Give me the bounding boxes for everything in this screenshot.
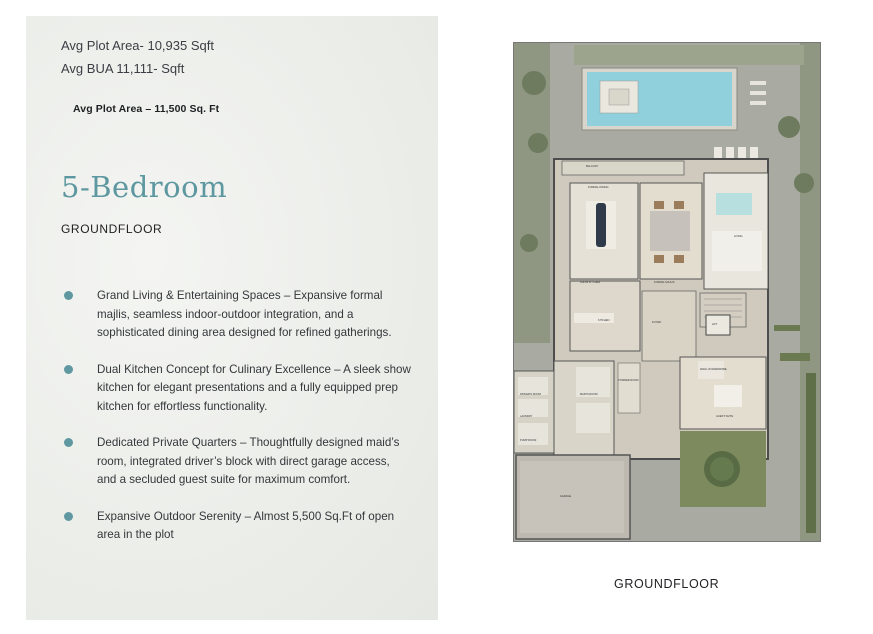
feature-text: Grand Living & Entertaining Spaces – Expansive formal majlis, seamless indoor-outdoor integration, and a sophisticated dining area designed for refined gatherings. bbox=[97, 289, 392, 339]
living-label: LIVING bbox=[734, 235, 743, 238]
pump-room-label: PUMP ROOM bbox=[520, 439, 537, 442]
powder-room-label: POWDER ROOM bbox=[618, 379, 639, 382]
foyer-label: FOYER bbox=[652, 321, 661, 324]
feature-item bbox=[61, 361, 411, 417]
lift-label: LIFT bbox=[712, 323, 718, 326]
maids-room-label: MAID'S ROOM bbox=[580, 393, 598, 396]
formal-dining-label: FORMAL DINING bbox=[588, 186, 609, 189]
avg-plot-area-alt: Avg Plot Area – 11,500 Sq. Ft bbox=[73, 103, 220, 115]
feature-text: Dedicated Private Quarters – Thoughtfully designed maid’s room, integrated driver’s block with direct garage access, and a secluded guest suite for maximum comfort. bbox=[97, 436, 400, 486]
page-title: 5-Bedroom bbox=[61, 170, 228, 204]
feature-list bbox=[61, 287, 411, 563]
kitchen-label: KITCHEN bbox=[598, 319, 610, 322]
guest-suite-label: GUEST SUITE bbox=[716, 415, 734, 418]
plan-caption: GROUNDFLOOR bbox=[614, 577, 720, 591]
avg-bua: Avg BUA 11,111- Sqft bbox=[61, 61, 185, 76]
feature-item bbox=[61, 287, 411, 343]
bullet-dot-icon bbox=[64, 365, 73, 374]
feature-text: Expansive Outdoor Serenity – Almost 5,500 Sq.Ft of open area in the plot bbox=[97, 509, 395, 541]
laundry-label: LAUNDRY bbox=[520, 415, 533, 418]
bullet-dot-icon bbox=[64, 291, 73, 300]
bullet-dot-icon bbox=[64, 438, 73, 447]
formal-majlis-label: FORMAL MAJLIS bbox=[654, 281, 675, 284]
bullet-dot-icon bbox=[64, 512, 73, 521]
floor-plan-drawing bbox=[514, 43, 820, 541]
garage-label: GARAGE bbox=[560, 495, 572, 498]
drivers-room-label: DRIVER'S ROOM bbox=[520, 393, 541, 396]
feature-item bbox=[61, 508, 411, 545]
avg-plot-area: Avg Plot Area- 10,935 Sqft bbox=[61, 38, 214, 53]
balcony-label: BALCONY bbox=[586, 165, 599, 168]
feature-text: Dual Kitchen Concept for Culinary Excellence – A sleek show kitchen for elegant presentations and a fully equipped prep kitchen for effortless functionality. bbox=[97, 362, 411, 413]
floor-subtitle: GROUNDFLOOR bbox=[61, 222, 163, 236]
walk-in-wardrobe-label: WALK-IN WARDROBE bbox=[700, 368, 727, 371]
show-kitchen-label: SHOW KITCHEN bbox=[580, 281, 601, 284]
floor-plan bbox=[513, 42, 821, 542]
feature-item bbox=[61, 434, 411, 490]
